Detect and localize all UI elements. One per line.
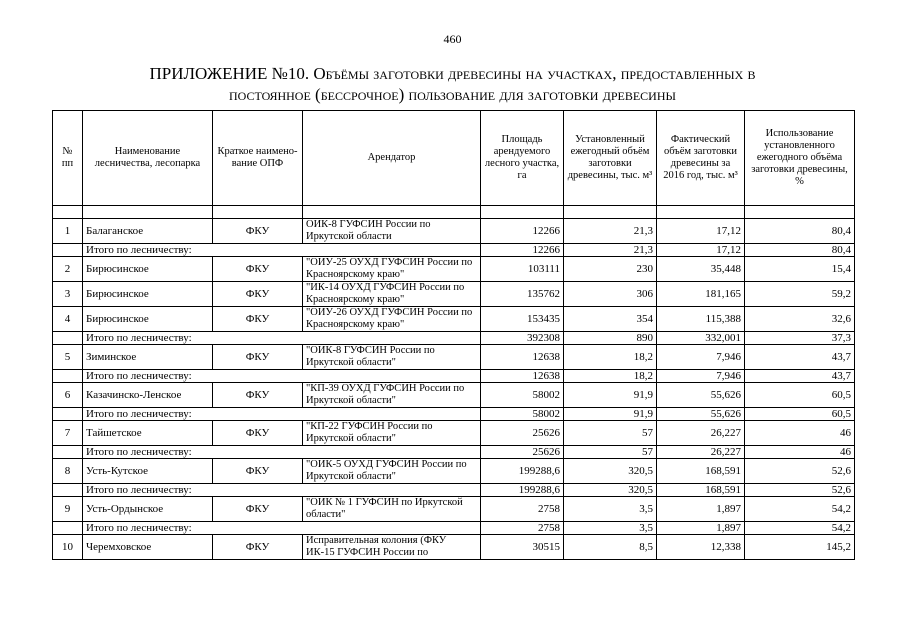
title-line1: Объёмы заготовки древесины на участках, предоставленных в <box>313 64 756 83</box>
total-label: Итого по лесничеству: <box>83 446 481 459</box>
cell-actual: 181,165 <box>657 282 745 307</box>
cell-tenant: "ОИУ-26 ОУХД ГУФСИН России по Красноярскому краю" <box>303 307 481 332</box>
cell-num: 5 <box>53 345 83 370</box>
cell-usage: 43,7 <box>745 345 855 370</box>
cell-tenant: "ИК-14 ОУХД ГУФСИН России по Красноярскому краю" <box>303 282 481 307</box>
cell-annual: 18,2 <box>564 370 657 383</box>
cell-actual: 115,388 <box>657 307 745 332</box>
cell-actual: 1,897 <box>657 522 745 535</box>
cell-actual: 26,227 <box>657 446 745 459</box>
cell-annual: 21,3 <box>564 219 657 244</box>
cell-area: 12266 <box>481 244 564 257</box>
cell-usage: 80,4 <box>745 219 855 244</box>
total-label: Итого по лесничеству: <box>83 370 481 383</box>
cell-usage: 80,4 <box>745 244 855 257</box>
cell-area: 199288,6 <box>481 484 564 497</box>
cell-actual: 26,227 <box>657 421 745 446</box>
cell-opf: ФКУ <box>213 345 303 370</box>
cell-annual: 91,9 <box>564 383 657 408</box>
cell-area: 58002 <box>481 408 564 421</box>
cell-area: 153435 <box>481 307 564 332</box>
cell-area: 25626 <box>481 446 564 459</box>
total-row <box>53 244 855 257</box>
cell-num: 7 <box>53 421 83 446</box>
cell-num: 6 <box>53 383 83 408</box>
cell-actual: 1,897 <box>657 497 745 522</box>
cell-actual: 7,946 <box>657 370 745 383</box>
cell-tenant: ОИК-8 ГУФСИН России по Иркутской области <box>303 219 481 244</box>
table-row <box>53 535 855 560</box>
spacer-row <box>53 206 855 219</box>
total-row <box>53 408 855 421</box>
cell-num: 1 <box>53 219 83 244</box>
cell-opf: ФКУ <box>213 257 303 282</box>
cell-num: 10 <box>53 535 83 560</box>
total-label: Итого по лесничеству: <box>83 332 481 345</box>
header-actual: Фактический объём заготовки древесины за 2016 год, тыс. м³ <box>657 111 745 206</box>
header-row <box>53 111 855 206</box>
cell-usage: 60,5 <box>745 408 855 421</box>
cell-annual: 306 <box>564 282 657 307</box>
cell-actual: 12,338 <box>657 535 745 560</box>
cell-usage: 145,2 <box>745 535 855 560</box>
cell-tenant: "ОИК № 1 ГУФСИН по Иркутской области" <box>303 497 481 522</box>
header-num: № пп <box>53 111 83 206</box>
cell-name: Тайшетское <box>83 421 213 446</box>
cell-num: 9 <box>53 497 83 522</box>
cell-num: 3 <box>53 282 83 307</box>
cell-num: 4 <box>53 307 83 332</box>
total-label: Итого по лесничеству: <box>83 408 481 421</box>
cell-area: 25626 <box>481 421 564 446</box>
total-row <box>53 484 855 497</box>
cell-area: 135762 <box>481 282 564 307</box>
total-row <box>53 522 855 535</box>
cell-num: 8 <box>53 459 83 484</box>
cell-tenant: "КП-22 ГУФСИН России по Иркутской области" <box>303 421 481 446</box>
total-label: Итого по лесничеству: <box>83 484 481 497</box>
cell-usage: 54,2 <box>745 522 855 535</box>
table-row <box>53 345 855 370</box>
cell-annual: 890 <box>564 332 657 345</box>
cell-area: 12638 <box>481 370 564 383</box>
cell-actual: 7,946 <box>657 345 745 370</box>
total-row <box>53 332 855 345</box>
cell-name: Бирюсинское <box>83 282 213 307</box>
cell-area: 2758 <box>481 497 564 522</box>
header-area: Площадь арендуемого лесного участка, га <box>481 111 564 206</box>
cell-usage: 32,6 <box>745 307 855 332</box>
cell-name: Бирюсинское <box>83 257 213 282</box>
header-tenant: Арендатор <box>303 111 481 206</box>
cell-actual: 35,448 <box>657 257 745 282</box>
cell-annual: 3,5 <box>564 497 657 522</box>
header-usage: Использование установленного ежегодного объёма заготовки древесины, % <box>745 111 855 206</box>
cell-area: 392308 <box>481 332 564 345</box>
header-annual: Установленный ежегодный объём заготовки древесины, тыс. м³ <box>564 111 657 206</box>
cell-opf: ФКУ <box>213 497 303 522</box>
cell-actual: 17,12 <box>657 219 745 244</box>
header-opf: Краткое наимено-вание ОПФ <box>213 111 303 206</box>
title-prefix: ПРИЛОЖЕНИЕ №10. <box>149 64 310 83</box>
cell-opf: ФКУ <box>213 421 303 446</box>
cell-annual: 3,5 <box>564 522 657 535</box>
total-label: Итого по лесничеству: <box>83 522 481 535</box>
table-row <box>53 282 855 307</box>
cell-actual: 55,626 <box>657 408 745 421</box>
cell-actual: 332,001 <box>657 332 745 345</box>
cell-name: Казачинско-Ленское <box>83 383 213 408</box>
cell-actual: 55,626 <box>657 383 745 408</box>
cell-usage: 52,6 <box>745 484 855 497</box>
table-row <box>53 383 855 408</box>
cell-annual: 18,2 <box>564 345 657 370</box>
page-number: 460 <box>443 32 462 46</box>
cell-name: Усть-Кутское <box>83 459 213 484</box>
total-row <box>53 446 855 459</box>
cell-annual: 91,9 <box>564 408 657 421</box>
table-row <box>53 459 855 484</box>
cell-usage: 46 <box>745 446 855 459</box>
cell-area: 103111 <box>481 257 564 282</box>
cell-actual: 168,591 <box>657 459 745 484</box>
cell-annual: 230 <box>564 257 657 282</box>
cell-name: Усть-Ордынское <box>83 497 213 522</box>
cell-usage: 54,2 <box>745 497 855 522</box>
cell-opf: ФКУ <box>213 459 303 484</box>
cell-opf: ФКУ <box>213 383 303 408</box>
cell-annual: 8,5 <box>564 535 657 560</box>
cell-usage: 46 <box>745 421 855 446</box>
cell-area: 12266 <box>481 219 564 244</box>
table-row <box>53 257 855 282</box>
cell-annual: 57 <box>564 446 657 459</box>
cell-usage: 60,5 <box>745 383 855 408</box>
cell-num: 2 <box>53 257 83 282</box>
cell-tenant: "КП-39 ОУХД ГУФСИН России по Иркутской области" <box>303 383 481 408</box>
cell-tenant: "ОИУ-25 ОУХД ГУФСИН России по Красноярскому краю" <box>303 257 481 282</box>
cell-annual: 57 <box>564 421 657 446</box>
cell-name: Балаганское <box>83 219 213 244</box>
cell-usage: 43,7 <box>745 370 855 383</box>
cell-opf: ФКУ <box>213 219 303 244</box>
cell-opf: ФКУ <box>213 282 303 307</box>
cell-opf: ФКУ <box>213 307 303 332</box>
cell-name: Зиминское <box>83 345 213 370</box>
cell-name: Бирюсинское <box>83 307 213 332</box>
cell-area: 30515 <box>481 535 564 560</box>
cell-usage: 15,4 <box>745 257 855 282</box>
cell-tenant: "ОИК-5 ОУХД ГУФСИН России по Иркутской области" <box>303 459 481 484</box>
table-row <box>53 421 855 446</box>
cell-usage: 59,2 <box>745 282 855 307</box>
cell-annual: 320,5 <box>564 484 657 497</box>
header-name: Наименование лесничества, лесопарка <box>83 111 213 206</box>
cell-actual: 17,12 <box>657 244 745 257</box>
cell-usage: 52,6 <box>745 459 855 484</box>
cell-actual: 168,591 <box>657 484 745 497</box>
cell-name: Черемховское <box>83 535 213 560</box>
cell-usage: 37,3 <box>745 332 855 345</box>
appendix-title <box>40 63 865 105</box>
table-row <box>53 307 855 332</box>
cell-annual: 354 <box>564 307 657 332</box>
cell-annual: 21,3 <box>564 244 657 257</box>
cell-opf: ФКУ <box>213 535 303 560</box>
cell-area: 58002 <box>481 383 564 408</box>
cell-area: 12638 <box>481 345 564 370</box>
table-row <box>53 219 855 244</box>
cell-tenant: Исправительная колония (ФКУ ИК-15 ГУФСИН России по <box>303 535 481 560</box>
total-label: Итого по лесничеству: <box>83 244 481 257</box>
table-row <box>53 497 855 522</box>
cell-annual: 320,5 <box>564 459 657 484</box>
harvest-table <box>52 110 855 560</box>
title-line2: постоянное (бессрочное) пользование для заготовки древесины <box>229 85 676 104</box>
total-row <box>53 370 855 383</box>
cell-tenant: "ОИК-8 ГУФСИН России по Иркутской области" <box>303 345 481 370</box>
cell-area: 2758 <box>481 522 564 535</box>
cell-area: 199288,6 <box>481 459 564 484</box>
